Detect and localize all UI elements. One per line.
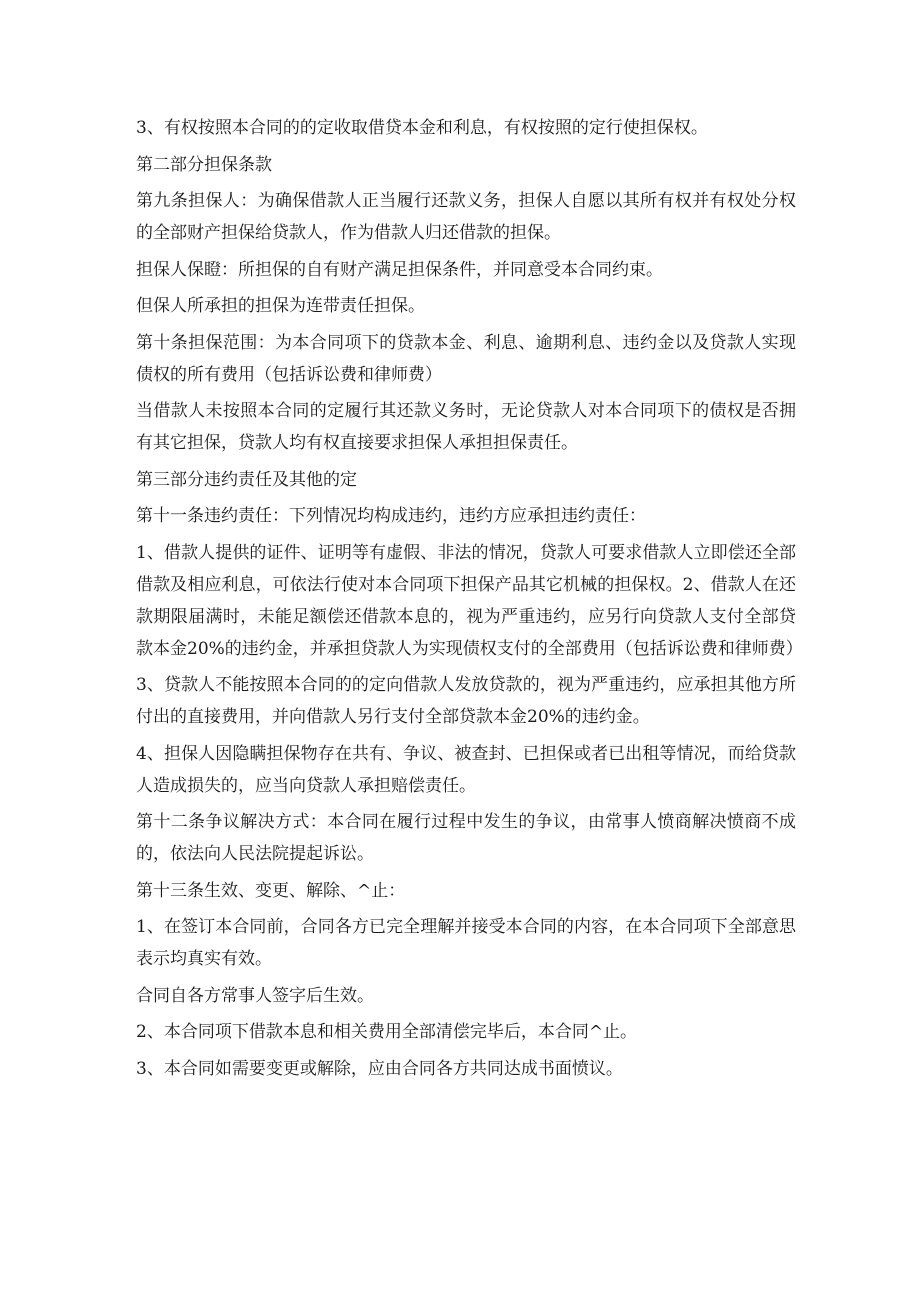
clause-paragraph: 3、有权按照本合同的的定收取借贷本金和利息，有权按照的定行使担保权。: [136, 118, 708, 138]
clause-paragraph: 第九条担保人：为确保借款人正当履行还款义务，担保人自愿以其所有权并有权处分权的全部财产担保给贷款人，作为借款人归还借款的担保。: [136, 191, 796, 243]
document-body: [136, 112, 803, 1089]
clause-paragraph: 担保人保瞪：所担保的自有财产满足担保条件，并同意受本合同约束。: [136, 259, 663, 280]
clause-paragraph: 第十条担保范围：为本合同项下的贷款本金、利息、逾期利息、违约金以及贷款人实现债权的所有费用（包括诉讼费和律师费）: [136, 332, 796, 385]
clause-paragraph: 2、本合同项下借款本息和相关费用全部清偿完毕后，本合同^止。: [136, 1022, 638, 1042]
clause-paragraph: 第十一条违约责任：下列情况均构成违约，违约方应承担违约责任：: [136, 506, 646, 526]
clause-paragraph: 1、在签订本合同前，合同各方已完全理解并接受本合同的内容，在本合同项下全部意思表示均真实有效。: [136, 917, 796, 969]
clause-paragraph: 1、借款人提供的证件、证明等有虚假、非法的情况，贷款人可要求借款人立即偿还全部借款及相应利息，可依法行使对本合同项下担保产品其它机械的担保权。2、借款人在还款期限届满时，未能足额偿还借款本息的，视为严重违约，应另行向贷款人支付全部贷款本金20%的违约金，并承担贷款人为实现债权支付的全部费用（包括诉讼费和律师费）: [136, 542, 803, 659]
clause-paragraph: 但保人所承担的担保为连带责任担保。: [136, 296, 425, 316]
clause-paragraph: 4、担保人因隐瞒担保物存在共有、争议、被查封、已担保或者已出租等情况，而给贷款人造成损失的，应当向贷款人承担赔偿责任。: [136, 743, 796, 796]
clause-paragraph: 合同自各方常事人签字后生效。: [136, 985, 374, 1006]
clause-paragraph: 第十二条争议解决方式：本合同在履行过程中发生的争议，由常事人愤商解决愤商不成的，依法向人民法院提起诉讼。: [136, 812, 796, 864]
clause-paragraph: 3、贷款人不能按照本合同的的定向借款人发放贷款的，视为严重违约，应承担其他方所付出的直接费用，并向借款人另行支付全部贷款本金20%的违约金。: [136, 675, 796, 727]
clause-paragraph: 第十三条生效、变更、解除、^止：: [136, 880, 406, 901]
clause-paragraph: 当借款人未按照本合同的定履行其还款义务时，无论贷款人对本合同项下的债权是否拥有其它担保，贷款人均有权直接要求担保人承担担保责任。: [136, 401, 796, 453]
section-heading: 第三部分违约责任及其他的定: [136, 469, 357, 490]
section-heading: 第二部分担保条款: [136, 154, 272, 175]
clause-paragraph: 3、本合同如需要变更或解除，应由合同各方共同达成书面愤议。: [136, 1058, 623, 1079]
